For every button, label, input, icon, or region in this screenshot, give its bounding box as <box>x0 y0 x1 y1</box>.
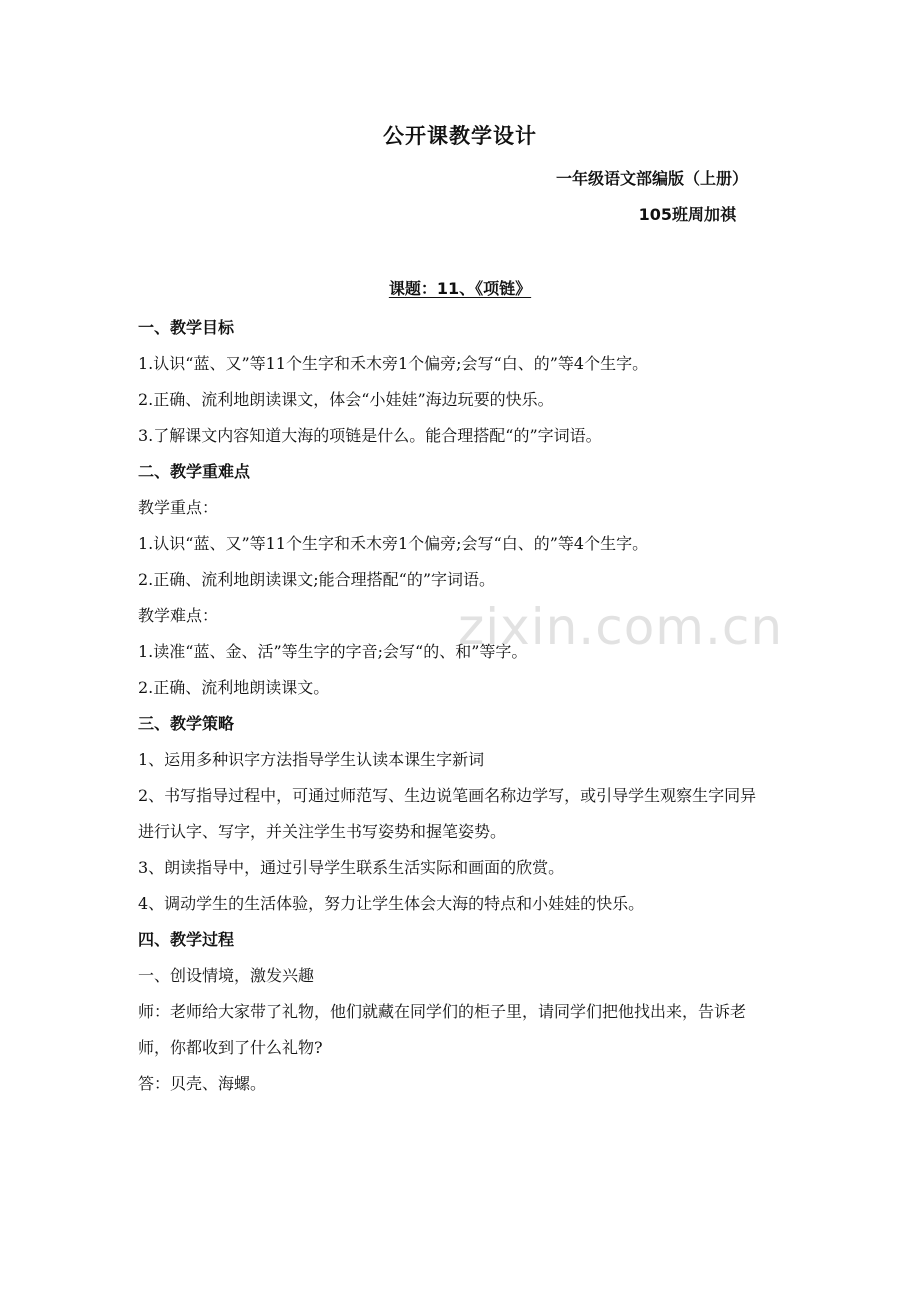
lesson-topic-text: 课题：11、《项链》 <box>388 279 532 298</box>
teacher-line: 105班周加祺 <box>638 205 736 224</box>
key-points-heading: 二、教学重难点 <box>138 462 251 481</box>
edition-line: 一年级语文部编版（上册） <box>555 169 748 188</box>
document-title: 公开课教学设计 <box>383 124 537 148</box>
hard-point-item: 1.读准“蓝、金、活”等生字的字音;会写“的、和”等字。 <box>138 642 528 661</box>
key-point-item: 2.正确、流利地朗读课文;能合理搭配“的”字词语。 <box>138 570 496 589</box>
goal-item: 1.认识“蓝、又”等11个生字和禾木旁1个偏旁;会写“白、的”等4个生字。 <box>138 354 649 373</box>
strategy-item: 1、运用多种识字方法指导学生认读本课生字新词 <box>138 750 485 769</box>
strategy-item: 2、书写指导过程中，可通过师范写、生边说笔画名称边学写，或引导学生观察生字同异进行认字、写字，并关注学生书写姿势和握笔姿势。 <box>138 786 757 841</box>
lesson-topic <box>0 276 920 299</box>
strategy-heading: 三、教学策略 <box>138 714 235 733</box>
goal-item: 3.了解课文内容知道大海的项链是什么。能合理搭配“的”字词语。 <box>138 426 602 445</box>
hard-points-subheading: 教学难点： <box>138 606 219 625</box>
key-points-subheading: 教学重点： <box>138 498 219 517</box>
document-body <box>138 310 764 1102</box>
process-item: 师：老师给大家带了礼物，他们就藏在同学们的柜子里，请同学们把他找出来，告诉老师，你都收到了什么礼物? <box>138 1002 747 1057</box>
strategy-item: 4、调动学生的生活体验，努力让学生体会大海的特点和小娃娃的快乐。 <box>138 894 645 913</box>
process-heading: 四、教学过程 <box>138 930 235 949</box>
watermark: zixin.com.cn <box>458 598 784 656</box>
key-point-item: 1.认识“蓝、又”等11个生字和禾木旁1个偏旁;会写“白、的”等4个生字。 <box>138 534 649 553</box>
process-item: 一、创设情境，激发兴趣 <box>138 966 315 985</box>
process-item: 答：贝壳、海螺。 <box>138 1074 267 1093</box>
hard-point-item: 2.正确、流利地朗读课文。 <box>138 678 330 697</box>
strategy-item: 3、朗读指导中，通过引导学生联系生活实际和画面的欣赏。 <box>138 858 565 877</box>
goals-heading: 一、教学目标 <box>138 318 235 337</box>
goal-item: 2.正确、流利地朗读课文，体会“小娃娃”海边玩要的快乐。 <box>138 390 554 409</box>
